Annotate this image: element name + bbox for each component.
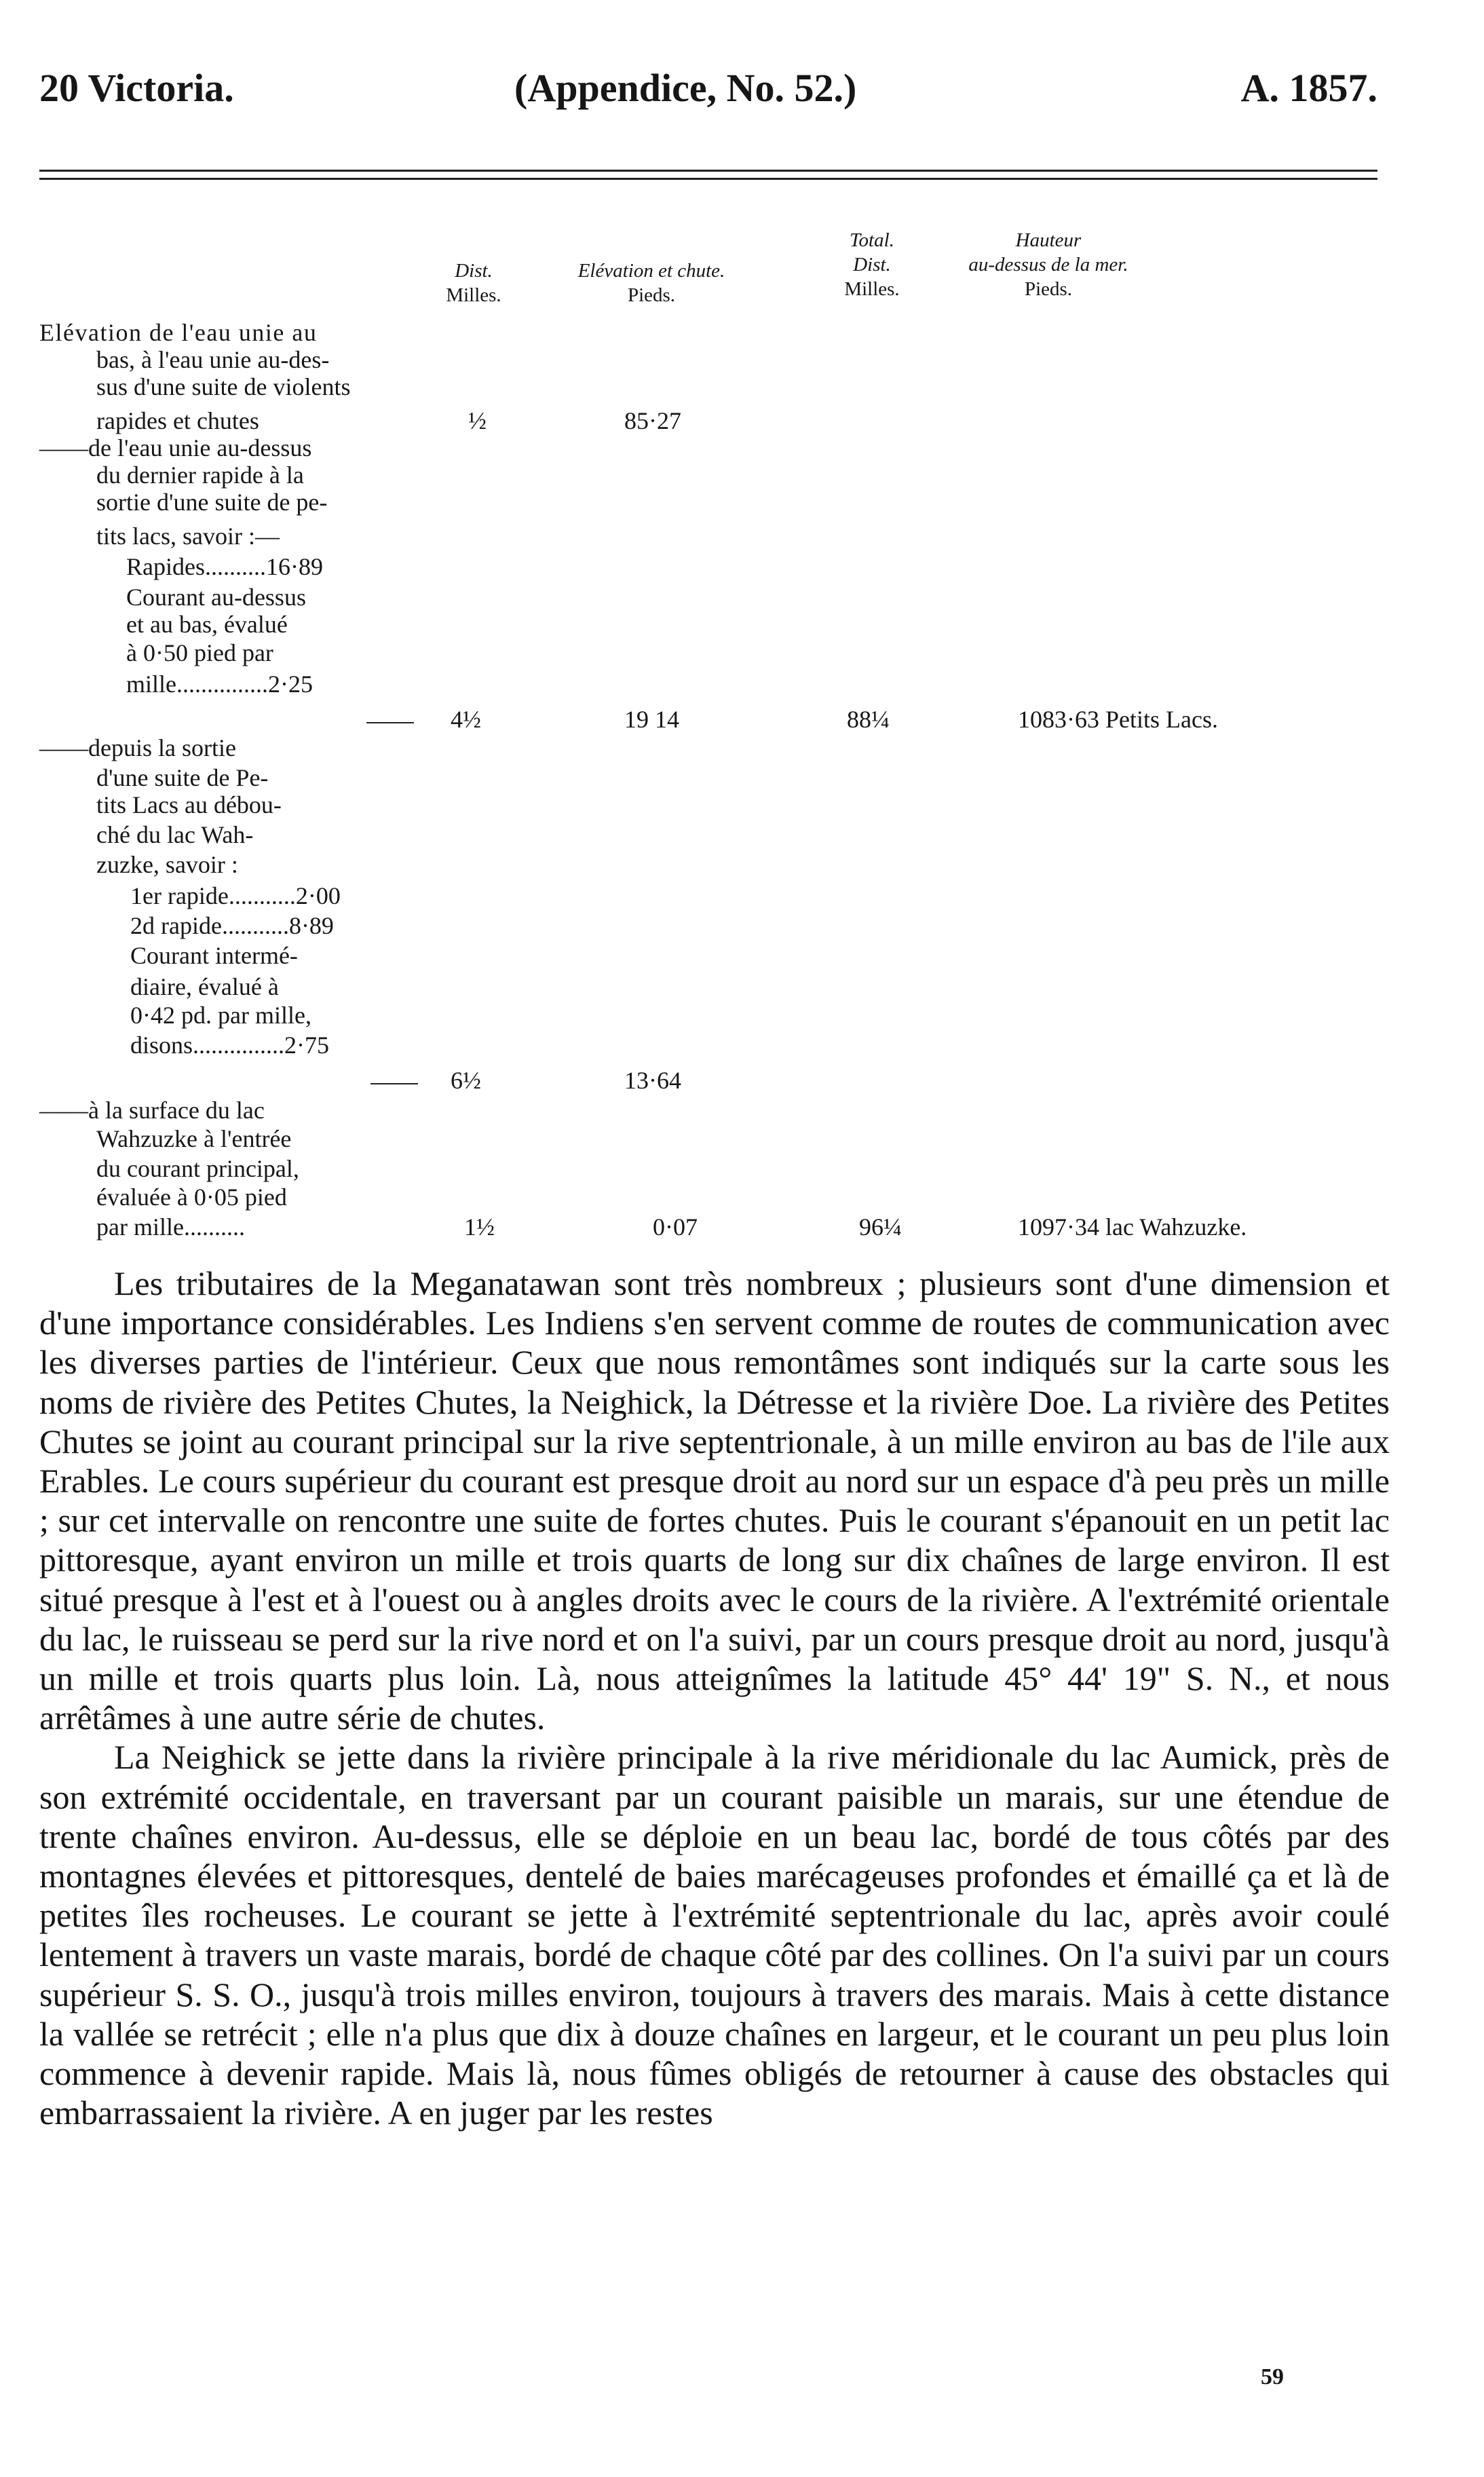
row-text-line: par mille.......... [96,1213,245,1241]
header-appendix: (Appendice, No. 52.) [514,66,857,110]
row-text-line: bas, à l'eau unie au-des- [96,346,330,373]
row-elevation: 19 14 [624,706,679,733]
row-text-line: évaluée à 0·05 pied [96,1184,287,1211]
row-text-line: du dernier rapide à la [96,461,304,489]
col-header-dist-unit: Milles. [446,284,501,306]
row-text-line: et au bas, évalué [126,611,288,638]
header-rule-bottom [39,178,1377,180]
row-text-line: Rapides..........16·89 [126,553,323,580]
row-text-line: Elévation de l'eau unie au [39,319,318,346]
row-dist: ½ [468,407,487,434]
row-text-line: à 0·50 pied par [126,639,273,666]
row-text-line: ché du lac Wah- [96,821,254,848]
row-hauteur: 1097·34 lac Wahzuzke. [1018,1213,1247,1241]
row-text-line: zuzke, savoir : [96,851,238,878]
row-text-line: mille...............2·25 [126,670,313,698]
row-text-line: d'une suite de Pe- [96,764,269,791]
row-text-line: sortie d'une suite de pe- [96,489,328,516]
col-header-total [814,228,930,301]
col-header-hauteur [926,228,1171,301]
row-elevation: 85·27 [624,407,681,434]
header-rule-top [39,170,1377,172]
col-header-elevation-unit: Pieds. [627,284,676,306]
row-text-line: du courant principal, [96,1155,299,1182]
row-text-line: 2d rapide...........8·89 [130,912,334,939]
col-header-dist [426,259,521,307]
row-text-line: diaire, évalué à [130,973,279,1000]
col-header-hauteur-label: Hauteur [1015,229,1082,251]
paragraph: Les tributaires de la Meganatawan sont très nombreux ; plusieurs sont d'une dimension et d'une importance considérables. Les Indiens s'en servent comme de routes de communication avec les diverses parties de l'intérieur. Ceux que nous remontâmes sont indiqués sur la carte sous les noms de rivière des Petites Chutes, la Neighick, la Détresse et la rivière Doe. La rivière des Petites Chutes se joint au courant principal sur la rive septentrionale, à un mille environ au bas de l'ile aux Erables. Le cours supérieur du courant est presque droit au nord sur un espace d'à peu près un mille ; sur cet intervalle on rencontre une suite de fortes chutes. Puis le courant s'épanouit en un petit lac pittoresque, ayant environ un mille et trois quarts de long sur dix chaînes de large environ. Il est situé presque à l'est et à l'ouest ou à angles droits avec le cours de la rivière. A l'extrémité orientale du lac, le ruisseau se perd sur la rive nord et on l'a suivi, par un cours presque droit au nord, jusqu'à un mille et trois quarts plus loin. Là, nous atteignîmes la latitude 45° 44' 19" S. N., et nous arrêtâmes à une autre série de chutes. [39,1264,1390,1737]
paragraph: La Neighick se jette dans la rivière principale à la rive méridionale du lac Aumick, près de son extrémité occidentale, en traversant par un courant paisible un marais, sur une étendue de trente chaînes environ. Au-dessus, elle se déploie en un beau lac, bordé de tous côtés par des montagnes élevées et pittoresques, dentelé de baies marécageuses profondes et émaillé ça et là de petites îles rocheuses. Le courant se jette à l'extrémité septentrionale du lac, après avoir coulé lentement à travers un vaste marais, bordé de chaque côté par des collines. On l'a suivi par un cours supérieur S. S. O., jusqu'à trois milles environ, toujours à travers des marais. Mais à cette distance la vallée se retrécit ; elle n'a plus que dix à douze chaînes en largeur, et le courant un peu plus loin commence à devenir rapide. Mais là, nous fûmes obligés de retourner à cause des obstacles qui embarrassaient la rivière. A en juger par les restes [39,1738,1390,2132]
col-header-total-label: Total. [850,229,894,251]
row-text-line: tits Lacs au débou- [96,791,282,818]
row-hauteur: 1083·63 Petits Lacs. [1018,706,1218,733]
header-session: 20 Victoria. [39,66,234,110]
row-text-line: Courant intermé- [130,942,298,969]
row-text-line: Wahzuzke à l'entrée [96,1125,292,1152]
row-dist: 6½ [451,1067,481,1094]
row-text-line: tits lacs, savoir :— [96,523,280,550]
row-dist: 4½ [451,706,481,733]
col-header-dist-label: Dist. [455,260,493,282]
col-header-total-unit: Milles. [844,278,900,300]
row-elevation: 0·07 [653,1213,698,1241]
subtotal-rule [366,722,414,723]
row-dist: 1½ [464,1213,495,1241]
row-text-line: disons...............2·75 [130,1032,330,1059]
row-total: 88¼ [847,706,890,733]
row-text-line: sus d'une suite de violents [96,373,351,400]
page-number: 59 [1261,2364,1284,2389]
col-header-hauteur-unit: Pieds. [1024,278,1073,300]
col-header-hauteur-sub: au-dessus de la mer. [968,254,1128,276]
col-header-elevation-label: Elévation et chute. [577,260,725,282]
row-text-line: ——à la surface du lac [39,1097,265,1124]
subtotal-rule [370,1083,418,1084]
row-text-line: ——depuis la sortie [39,734,236,761]
row-total: 96¼ [859,1213,902,1241]
row-elevation: 13·64 [624,1067,681,1094]
row-text-line: Courant au-dessus [126,584,306,611]
row-text-line: ——de l'eau unie au-dessus [39,434,312,461]
col-header-elevation [522,259,780,307]
body-text [39,1264,1390,2132]
row-text-line: rapides et chutes [96,407,259,434]
row-text-line: 1er rapide...........2·00 [130,882,341,909]
header-year: A. 1857. [1240,66,1377,110]
page-header [39,65,1377,126]
col-header-total-dist: Dist. [853,254,891,276]
row-text-line: 0·42 pd. par mille, [130,1002,311,1029]
